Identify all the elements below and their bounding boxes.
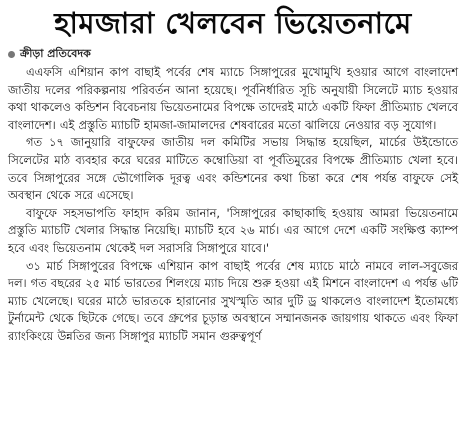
- byline: [8, 46, 458, 62]
- bullet-dot-icon: [8, 51, 15, 58]
- article-paragraph: বাফুফে সহসভাপতি ফাহাদ করিম জানান, 'সিঙ্গাপুরের কাছাকাছি হওয়ায় আমরা ভিয়েতনামে প্রস্তুতি ম্যাচটি খেলার সিদ্ধান্ত নিয়েছি। ম্যাচটি হবে ২৬ মার্চ। এর আগে দেশে একটি সংক্ষিপ্ত ক্যাম্প হবে এবং ভিয়েতনাম থেকেই দল সরাসরি সিঙ্গাপুরে যাবে।': [8, 205, 458, 255]
- headline: হামজারা খেলবেন ভিয়েতনামে: [54, 6, 412, 40]
- article-paragraph: এএফসি এশিয়ান কাপ বাছাই পর্বের শেষ ম্যাচে সিঙ্গাপুরের মুখোমুখি হওয়ার আগে বাংলাদেশ জাতীয় দলের পরিকল্পনায় পরিবর্তন আনা হয়েছে। পূর্বনির্ধারিত সূচি অনুযায়ী সিলেটে ম্যাচ হওয়ার কথা থাকলেও কন্ডিশন বিবেচনায় ভিয়েতনামের বিপক্ষে তাদেরই মাঠে একটি ফিফা প্রীতিম্যাচ খেলবে বাংলাদেশ। এই প্রস্তুতি ম্যাচটি হামজা-জামালদের শেষবারের মতো ঝালিয়ে নেওয়ার বড় সুযোগ।: [8, 65, 458, 132]
- article-body: [8, 64, 458, 346]
- byline-text: ক্রীড়া প্রতিবেদক: [20, 46, 91, 60]
- article-paragraph: গত ১৭ জানুয়ারি বাফুফের জাতীয় দল কমিটির সভায় সিদ্ধান্ত হয়েছিল, মার্চের উইন্ডোতে সিলেটের মাঠ ব্যবহার করে ঘরের মাটিতে কম্বোডিয়া বা পূর্বতিমুরের বিপক্ষে প্রীতিম্যাচ খেলা হবে। তবে সিঙ্গাপুরের সঙ্গে ভৌগোলিক দূরত্ব এবং কন্ডিশনের কথা চিন্তা করে শেষ পর্যন্ত বাফুফে সেই অবস্থান থেকে সরে এসেছে।: [8, 135, 458, 203]
- article-paragraph: ৩১ মার্চ সিঙ্গাপুরের বিপক্ষে এশিয়ান কাপ বাছাই পর্বের শেষ ম্যাচে মাঠে নামবে লাল-সবুজের দল। গত বছরের ২৫ মার্চ ভারতের শিলংয়ে ম্যাচ দিয়ে শুরু হওয়া এই মিশনে বাংলাদেশ এ পর্যন্ত ৬টি ম্যাচ খেলেছে। ঘরের মাঠে ভারতকে হারানোর সুখস্মৃতি আর দুটি ড্র থাকলেও বাংলাদেশ ইতোমধ্যে টুর্নামেন্ট থেকে ছিটকে গেছে। তবে গ্রুপের চূড়ান্ত অবস্থানে সম্মানজনক জায়গায় থাকতে এবং ফিফা র‍্যাংকিংয়ে উন্নতির জন্য সিঙ্গাপুর ম্যাচটি সমান গুরুত্বপূর্ণ: [8, 258, 458, 343]
